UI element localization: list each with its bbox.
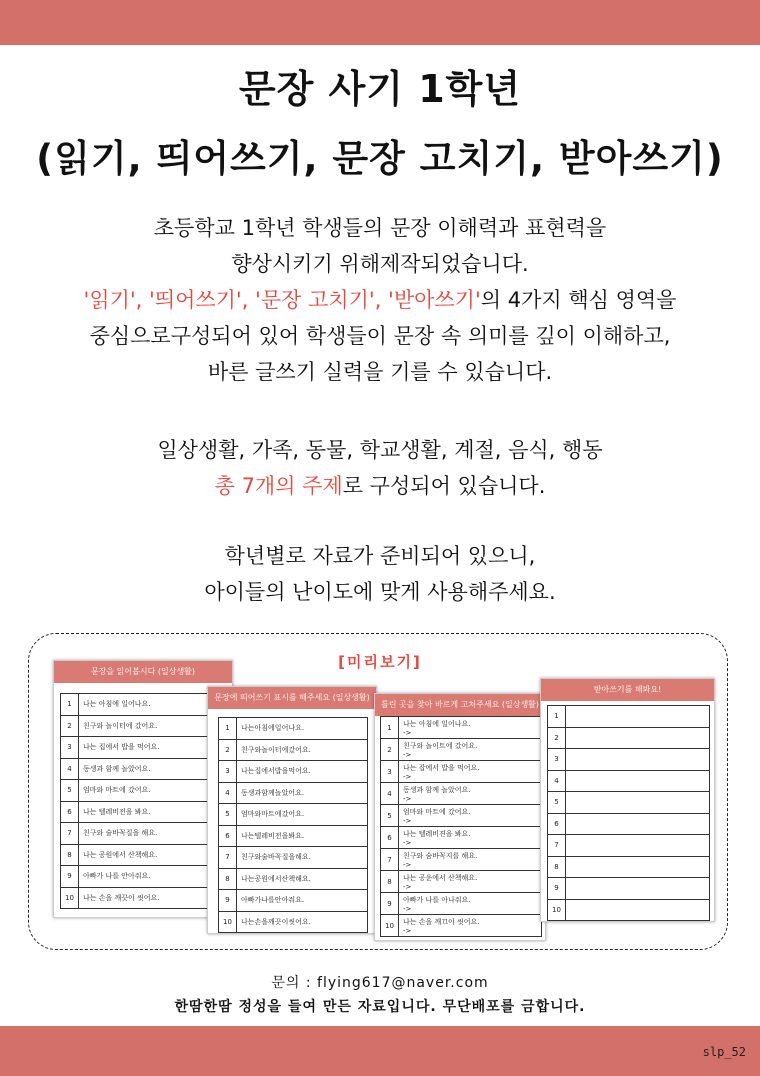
row-sentence [399,717,542,739]
table-row [61,780,228,802]
answer-blank [566,878,710,900]
highlight-areas: '읽기', '띄어쓰기', '문장 고치기', '받아쓰기' [83,288,481,312]
table-row [548,813,710,835]
row-sentence [399,783,542,805]
table-row [381,717,542,739]
table-row [219,718,368,740]
sentence-text: 엄마와 마트에 갔어요. [83,786,151,795]
sheet-header: 받아쓰기를 해봐요! [541,679,714,701]
answer-arrow: -> [403,860,412,869]
table-row [381,893,542,915]
row-number: 3 [219,761,237,783]
answer-blank [566,706,710,728]
table-row [548,706,710,728]
sentence-text: 나는 손을 깨끗이 씻어요. [83,893,160,902]
answer-blank [566,770,710,792]
table-row [61,758,228,780]
row-number: 2 [381,739,399,761]
page-title: 문장 사기 1학년 [238,67,522,111]
sheet-header: 문장에 띄어쓰기 표시를 해주세요 (일상생활) [208,687,376,709]
table-row [61,887,228,909]
answer-arrow: -> [403,838,412,847]
row-sentence [399,739,542,761]
row-number: 4 [381,783,399,805]
table-row [381,805,542,827]
table-row [219,739,368,761]
sentence-text: 나는 아침에 일어나요. [83,700,151,709]
sentence-text: 친구와술바꼭질을해요. [241,853,311,862]
answer-arrow: -> [403,882,412,891]
sentence-text: 나는 공원에서 산책해요. [83,850,158,859]
row-number: 8 [548,856,566,878]
row-number: 7 [381,849,399,871]
row-sentence [79,844,228,866]
row-number: 5 [381,805,399,827]
row-sentence [399,915,542,937]
row-number: 8 [219,868,237,890]
row-number: 1 [548,706,566,728]
sentence-text: 나는 텔레비전을 봐요. [83,807,151,816]
preview-sheet-spacing [207,686,377,934]
table-row [381,915,542,937]
row-sentence [79,801,228,823]
table-row [219,911,368,933]
table-row [219,868,368,890]
row-sentence [399,871,542,893]
sentence-text: 나는 손을 깨끄이 씻어요. [403,917,480,926]
row-sentence [237,718,368,740]
table-row [548,749,710,771]
sentence-text: 나는텔레비전을봐요. [241,831,305,840]
sheet-header: 문장을 읽어봅시다 (일상생활) [54,661,232,683]
row-number: 1 [381,717,399,739]
answer-blank [566,749,710,771]
row-number: 9 [219,890,237,912]
bottom-banner [0,1026,760,1076]
row-number: 7 [61,823,79,845]
page-subtitle: (읽기, 띄어쓰기, 문장 고치기, 받아쓰기) [36,137,724,180]
highlight-topic-count: 총 7개의 주제 [214,474,343,498]
row-number: 6 [548,813,566,835]
row-number: 6 [381,827,399,849]
table-row [219,847,368,869]
copyright-notice: 한땀한땀 정성을 들여 만든 자료입니다. 무단배포를 금합니다. [174,999,586,1015]
topics-line-rest: 로 구성되어 있습니다. [342,474,546,498]
sheet-header: 틀린 곳을 찾아 바르게 고쳐주세요 (일상생활) [375,694,545,716]
row-sentence [399,893,542,915]
table-row [61,694,228,716]
sentence-text: 동생과 함께 놀았어요. [403,785,471,794]
row-number: 9 [61,866,79,888]
preview-title: [미리보기] [338,653,422,671]
table-row [219,782,368,804]
row-sentence [399,805,542,827]
answer-blank [566,856,710,878]
table-row [61,737,228,759]
row-sentence [237,825,368,847]
row-sentence [399,827,542,849]
answer-arrow: -> [403,816,412,825]
table-row [548,899,710,921]
row-number: 4 [548,770,566,792]
answer-blank [566,899,710,921]
row-number: 2 [219,739,237,761]
sentence-text: 친구와놀이터에갔어요. [241,745,311,754]
product-code: slp_52 [702,1045,746,1059]
row-sentence [237,782,368,804]
row-sentence [237,739,368,761]
table-row [548,770,710,792]
table-row [381,827,542,849]
sentence-text: 엄마와 마트에 갔어요. [403,807,471,816]
sentence-text: 나는 텔레비젼을 봐요. [403,829,471,838]
row-sentence [399,849,542,871]
preview-sheet-dictation [540,678,715,922]
intro-line: 초등학교 1학년 학생들의 문장 이해력과 표현력을 [153,216,607,240]
row-sentence [79,758,228,780]
row-number: 10 [219,911,237,933]
grade-note-line: 아이들의 난이도에 맞게 사용해주세요. [204,580,556,604]
row-sentence [79,887,228,909]
answer-blank [566,792,710,814]
row-number: 2 [548,727,566,749]
sentence-text: 친구와 놀이트에 갔어요. [403,741,478,750]
row-number: 4 [61,758,79,780]
row-number: 1 [61,694,79,716]
grade-note [0,538,760,610]
table-row [548,792,710,814]
table-row [219,804,368,826]
table-row [381,761,542,783]
row-sentence [79,823,228,845]
row-number: 6 [219,825,237,847]
table-row [219,890,368,912]
intro-line-rest: 의 4가지 핵심 영역을 [480,288,677,312]
row-number: 10 [548,899,566,921]
sentence-text: 동생과 함께 놀았어요. [83,764,151,773]
top-banner [0,0,760,45]
sentence-text: 아빠가 나를 안아줘요. [83,872,151,881]
table-row [381,783,542,805]
table-row [548,878,710,900]
contact-info: 문의 : flying617@naver.com [271,975,489,991]
row-number: 4 [219,782,237,804]
row-number: 9 [548,878,566,900]
sentence-text: 아빠가나를안아줘요. [241,896,305,905]
intro-line: 바른 글쓰기 실력을 기를 수 있습니다. [207,360,553,384]
table-row [61,715,228,737]
sentence-text: 나는 공운에서 산책해요. [403,873,478,882]
table-row [381,849,542,871]
row-number: 9 [381,893,399,915]
row-number: 5 [219,804,237,826]
table-row [219,825,368,847]
table-row [548,727,710,749]
intro-line [0,282,760,318]
row-sentence [237,890,368,912]
intro-text [0,210,760,390]
sentence-text: 아빠가 나를 아나줘요. [403,895,471,904]
answer-blank [566,813,710,835]
sentence-text: 나는공원에서산책해요. [241,874,311,883]
sentence-text: 나는손을깨끗이씻어요. [241,917,311,926]
sentence-table [60,693,228,909]
intro-line: 향상시키기 위해제작되었습니다. [231,252,529,276]
row-sentence [237,804,368,826]
row-number: 3 [548,749,566,771]
row-sentence [237,868,368,890]
sentence-text: 친구와 놀이터에 갔어요. [83,721,158,730]
topics-list: 일상생활, 가족, 동물, 학교생활, 계절, 음식, 행동 [157,438,603,462]
answer-blank [566,727,710,749]
row-number: 8 [381,871,399,893]
row-number: 7 [548,835,566,857]
answer-arrow: -> [403,728,412,737]
sentence-text: 나는집에서밥을먹어요. [241,767,311,776]
table-row [61,844,228,866]
sentence-text: 나는 잡에서 밥을 먹어요. [403,763,480,772]
sentence-text: 동생과함께놀았어요. [241,788,305,797]
answer-arrow: -> [403,904,412,913]
row-sentence [237,761,368,783]
row-number: 6 [61,801,79,823]
row-sentence [79,866,228,888]
table-row [548,856,710,878]
sentence-text: 친구와 술바꼭질을 해요. [83,829,158,838]
sentence-text: 나는아침에일어나요. [241,724,305,733]
preview-sheet-correction [374,693,546,941]
row-number: 2 [61,715,79,737]
row-sentence [237,911,368,933]
sentence-text: 나는 아침에 일어나요. [403,719,471,728]
row-number: 3 [381,761,399,783]
answer-arrow: -> [403,794,412,803]
table-row [381,871,542,893]
sentence-table [380,716,542,937]
row-number: 7 [219,847,237,869]
row-number: 10 [381,915,399,937]
answer-blank [566,835,710,857]
answer-arrow: -> [403,926,412,935]
preview-sheet-reading [53,660,233,918]
sentence-text: 나는 집에서 밥을 먹어요. [83,743,160,752]
grade-note-line: 학년별로 자료가 준비되어 있으니, [224,544,536,568]
dictation-table [547,705,710,921]
table-row [219,761,368,783]
topics-text [0,432,760,504]
sentence-text: 친구와 숨바꼭지를 해요. [403,851,478,860]
table-row [61,866,228,888]
row-sentence [79,715,228,737]
row-sentence [79,780,228,802]
row-sentence [237,847,368,869]
table-row [61,823,228,845]
intro-line: 중심으로구성되어 있어 학생들이 문장 속 의미를 깊이 이해하고, [89,324,671,348]
row-number: 8 [61,844,79,866]
table-row [381,739,542,761]
row-number: 10 [61,887,79,909]
row-number: 1 [219,718,237,740]
row-sentence [79,737,228,759]
topics-line [0,468,760,504]
row-sentence [399,761,542,783]
answer-arrow: -> [403,772,412,781]
sentence-text: 엄마와마트에갔어요. [241,810,305,819]
sentence-table [218,717,368,933]
answer-arrow: -> [403,750,412,759]
row-number: 5 [548,792,566,814]
row-number: 5 [61,780,79,802]
table-row [548,835,710,857]
row-sentence [79,694,228,716]
table-row [61,801,228,823]
row-number: 3 [61,737,79,759]
